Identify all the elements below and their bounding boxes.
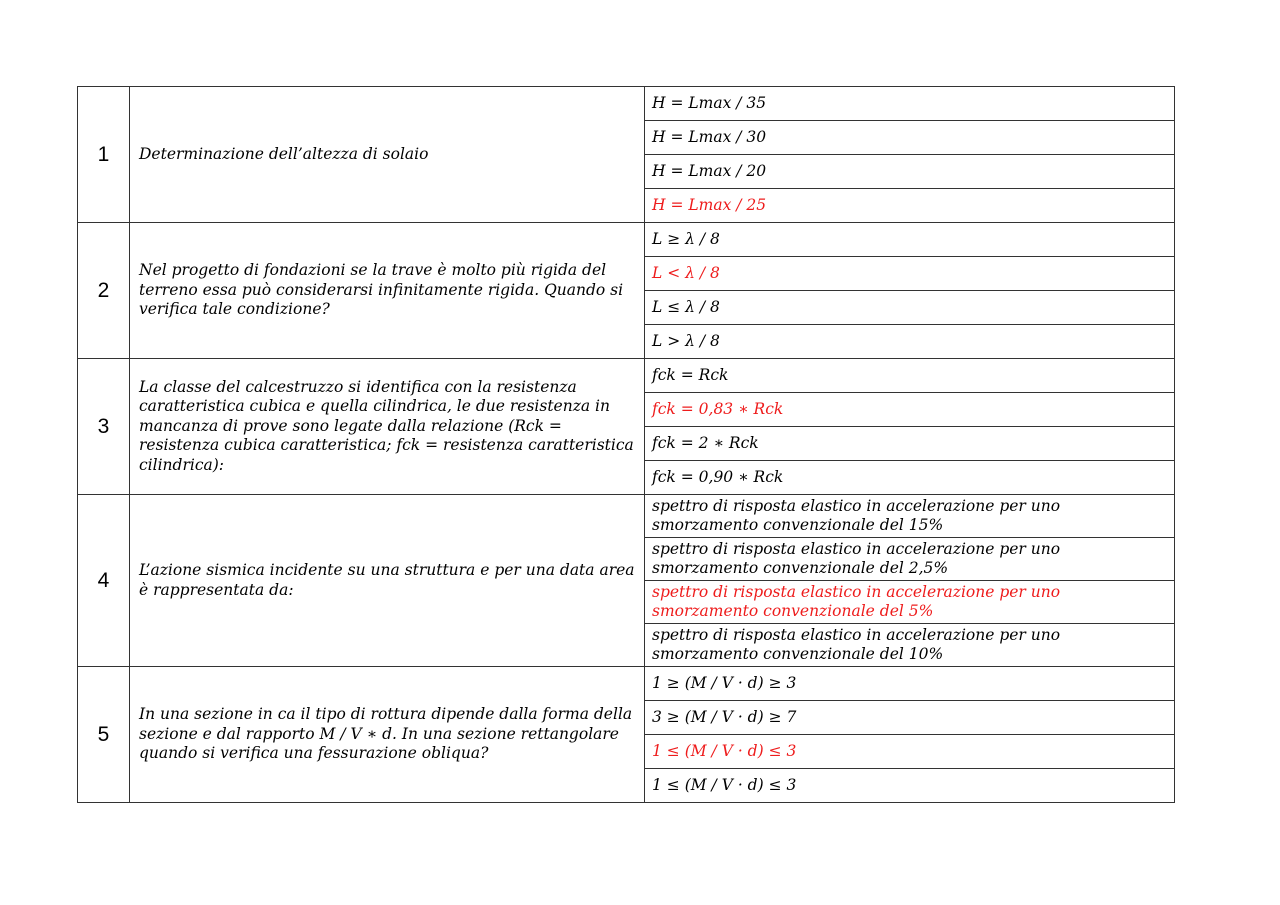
question-number: 2 [78,223,130,359]
table-row [78,359,1175,393]
answer-option: spettro di risposta elastico in accelerazione per uno smorzamento convenzionale del 15% [645,495,1175,538]
answer-option: spettro di risposta elastico in accelerazione per uno smorzamento convenzionale del 2,5% [645,538,1175,581]
question-number: 5 [78,667,130,803]
question-number: 4 [78,495,130,667]
answer-option: spettro di risposta elastico in accelerazione per uno smorzamento convenzionale del 10% [645,624,1175,667]
question-number: 3 [78,359,130,495]
answer-option-correct: 1 ≤ (M / V · d) ≤ 3 [645,735,1175,769]
answer-option: L > λ / 8 [645,325,1175,359]
question-text: La classe del calcestruzzo si identifica con la resistenza caratteristica cubica e quella cilindrica, le due resistenza in mancanza di prove sono legate dalla relazione (Rck = resistenza cubica caratteristica; fck = resistenza caratteristica cilindrica): [130,359,645,495]
answer-option: fck = Rck [645,359,1175,393]
table-row [78,667,1175,701]
answer-option: 1 ≤ (M / V · d) ≤ 3 [645,769,1175,803]
answer-option: H = Lmax / 30 [645,121,1175,155]
quiz-table [77,86,1175,803]
answer-option-correct: L < λ / 8 [645,257,1175,291]
question-text: Nel progetto di fondazioni se la trave è molto più rigida del terreno essa può considerarsi infinitamente rigida. Quando si verifica tale condizione? [130,223,645,359]
answer-option: fck = 2 ∗ Rck [645,427,1175,461]
question-text: In una sezione in ca il tipo di rottura dipende dalla forma della sezione e dal rapporto M / V ∗ d. In una sezione rettangolare quando si verifica una fessurazione obliqua? [130,667,645,803]
answer-option: H = Lmax / 20 [645,155,1175,189]
answer-option-correct: fck = 0,83 ∗ Rck [645,393,1175,427]
table-row [78,495,1175,538]
answer-option-correct: spettro di risposta elastico in accelerazione per uno smorzamento convenzionale del 5% [645,581,1175,624]
answer-option-correct: H = Lmax / 25 [645,189,1175,223]
question-number: 1 [78,87,130,223]
table-row [78,223,1175,257]
answer-option: fck = 0,90 ∗ Rck [645,461,1175,495]
question-text: Determinazione dell’altezza di solaio [130,87,645,223]
table-row [78,87,1175,121]
answer-option: L ≤ λ / 8 [645,291,1175,325]
answer-option: 3 ≥ (M / V · d) ≥ 7 [645,701,1175,735]
answer-option: 1 ≥ (M / V · d) ≥ 3 [645,667,1175,701]
answer-option: H = Lmax / 35 [645,87,1175,121]
question-text: L’azione sismica incidente su una struttura e per una data area è rappresentata da: [130,495,645,667]
answer-option: L ≥ λ / 8 [645,223,1175,257]
